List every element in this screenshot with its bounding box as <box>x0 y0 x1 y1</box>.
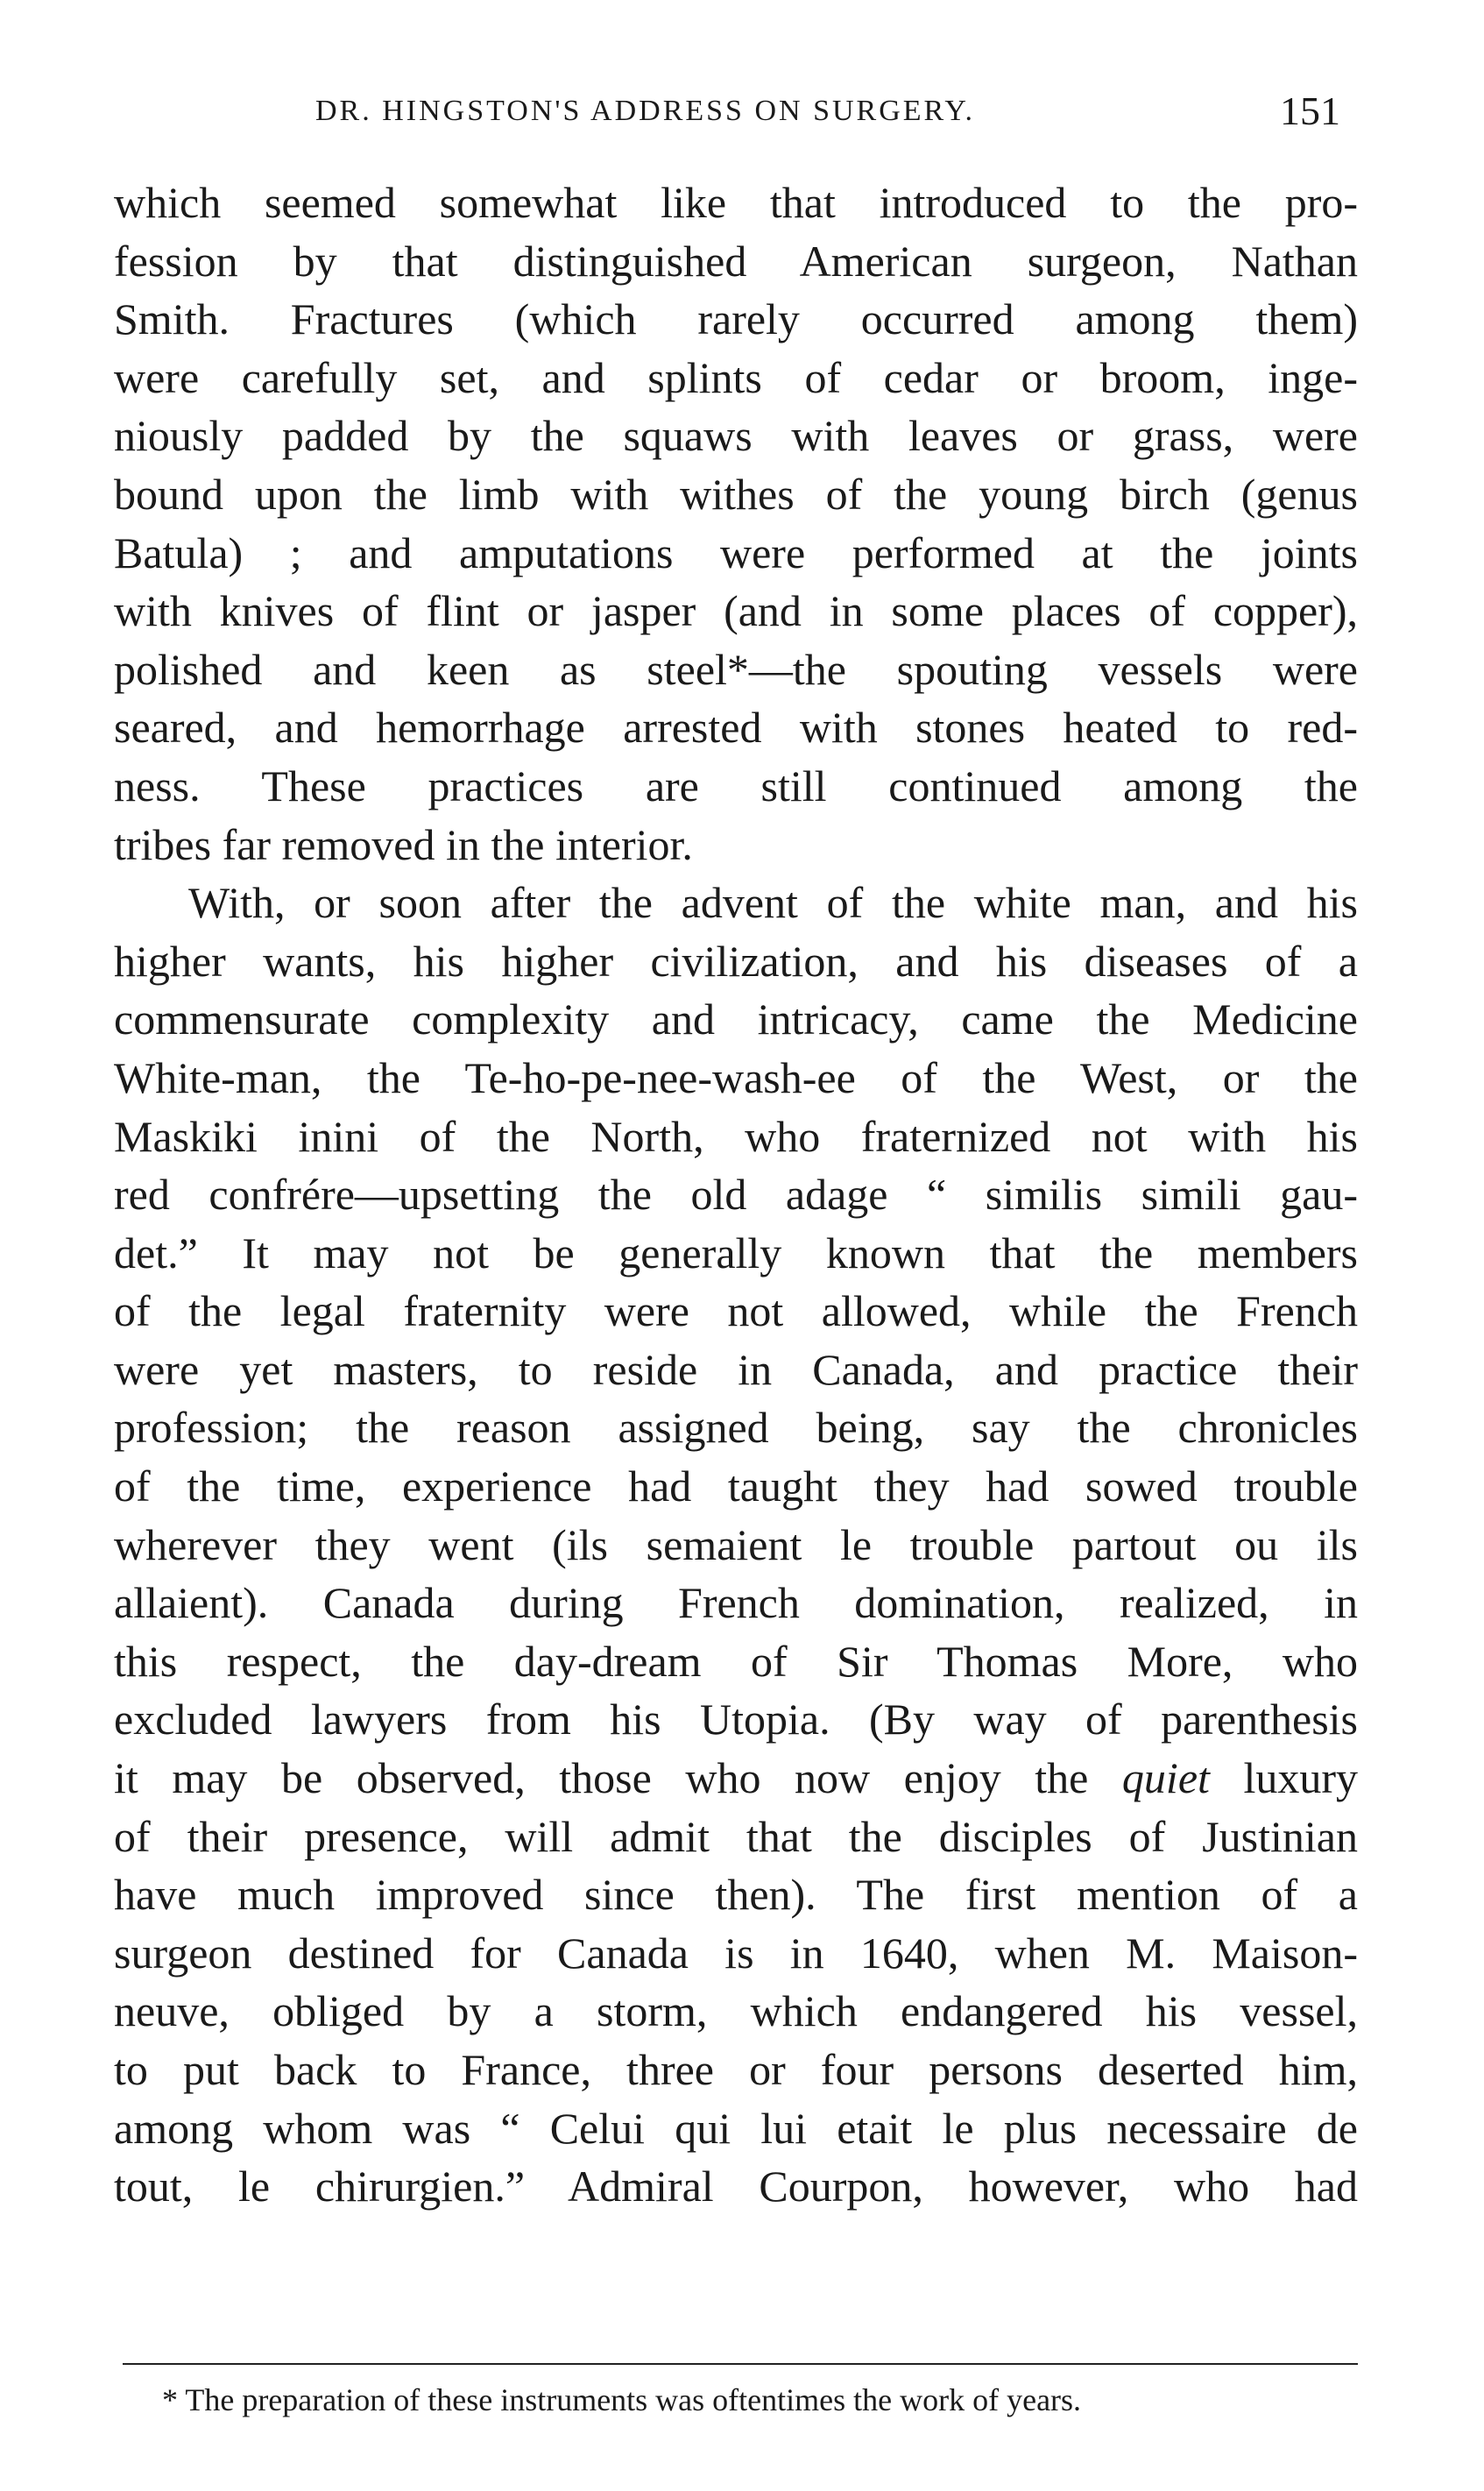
text-line: have much improved since then). The first mention of a <box>114 1870 1358 1920</box>
text-line: red confrére—upsetting the old adage “ similis simili gau- <box>114 1170 1358 1220</box>
text-line: were yet masters, to reside in Canada, and practice their <box>114 1344 1358 1394</box>
text-line: fession by that distinguished American surgeon, Nathan <box>114 236 1358 286</box>
text-line: commensurate complexity and intricacy, came the Medicine <box>114 994 1358 1044</box>
text-line: neuve, obliged by a storm, which endangered his vessel, <box>114 1986 1358 2036</box>
text-line: Smith. Fractures (which rarely occurred among them) <box>114 294 1358 344</box>
text-line: were carefully set, and splints of cedar or broom, inge- <box>114 352 1358 402</box>
running-head <box>114 88 1349 147</box>
footnote: * The preparation of these instruments was oftentimes the work of years. <box>162 2382 1082 2417</box>
text-line: wherever they went (ils semaient le trouble partout ou ils <box>114 1519 1358 1569</box>
body-text <box>114 173 1358 2216</box>
text-line: this respect, the day-dream of Sir Thomas More, who <box>114 1636 1358 1686</box>
text-line: higher wants, his higher civilization, and his diseases of a <box>114 936 1358 986</box>
text-line: it may be observed, those who now enjoy the quiet luxury <box>114 1753 1358 1803</box>
page-number: 151 <box>1280 88 1340 133</box>
text-line: of the legal fraternity were not allowed, while the French <box>114 1286 1358 1336</box>
text-line: White-man, the Te-ho-pe-nee-wash-ee of the West, or the <box>114 1052 1358 1102</box>
text-line: excluded lawyers from his Utopia. (By way of parenthesis <box>114 1695 1358 1744</box>
text-line: seared, and hemorrhage arrested with stones heated to red- <box>114 703 1358 753</box>
text-line: to put back to France, three or four persons deserted him, <box>114 2045 1358 2094</box>
text-line: surgeon destined for Canada is in 1640, when M. Maison- <box>114 1928 1358 1978</box>
text-line: which seemed somewhat like that introduced to the pro- <box>114 178 1358 227</box>
text-line: polished and keen as steel*—the spouting vessels were <box>114 644 1358 694</box>
text-line: ness. These practices are still continued among the <box>114 761 1358 810</box>
paragraph-2 <box>114 874 1358 2216</box>
text-line: Batula) ; and amputations were performed at the joints <box>114 527 1358 577</box>
text-line: niously padded by the squaws with leaves or grass, were <box>114 411 1358 461</box>
text-line: With, or soon after the advent of the white man, and his <box>188 878 1358 928</box>
text-line: of the time, experience had taught they had sowed trouble <box>114 1461 1358 1511</box>
text-line: Maskiki inini of the North, who fraternized not with his <box>114 1111 1358 1161</box>
text-line: profession; the reason assigned being, say the chronicles <box>114 1403 1358 1453</box>
text-line: det.” It may not be generally known that the members <box>114 1228 1358 1277</box>
emphasis-text: quiet <box>1121 1753 1210 1803</box>
text-line: with knives of flint or jasper (and in some places of copper), <box>114 586 1358 636</box>
text-line: tribes far removed in the interior. <box>114 819 693 869</box>
text-line: bound upon the limb with withes of the young birch (genus <box>114 469 1358 519</box>
text-line: among whom was “ Celui qui lui etait le plus necessaire de <box>114 2103 1358 2153</box>
footnote-divider <box>123 2363 1358 2365</box>
text-line: of their presence, will admit that the disciples of Justinian <box>114 1811 1358 1861</box>
running-title: DR. HINGSTON'S ADDRESS ON SURGERY. <box>315 95 976 127</box>
paragraph-1 <box>114 173 1358 874</box>
text-line: tout, le chirurgien.” Admiral Courpon, however, who had <box>114 2162 1358 2211</box>
text-line: allaient). Canada during French domination, realized, in <box>114 1578 1358 1628</box>
